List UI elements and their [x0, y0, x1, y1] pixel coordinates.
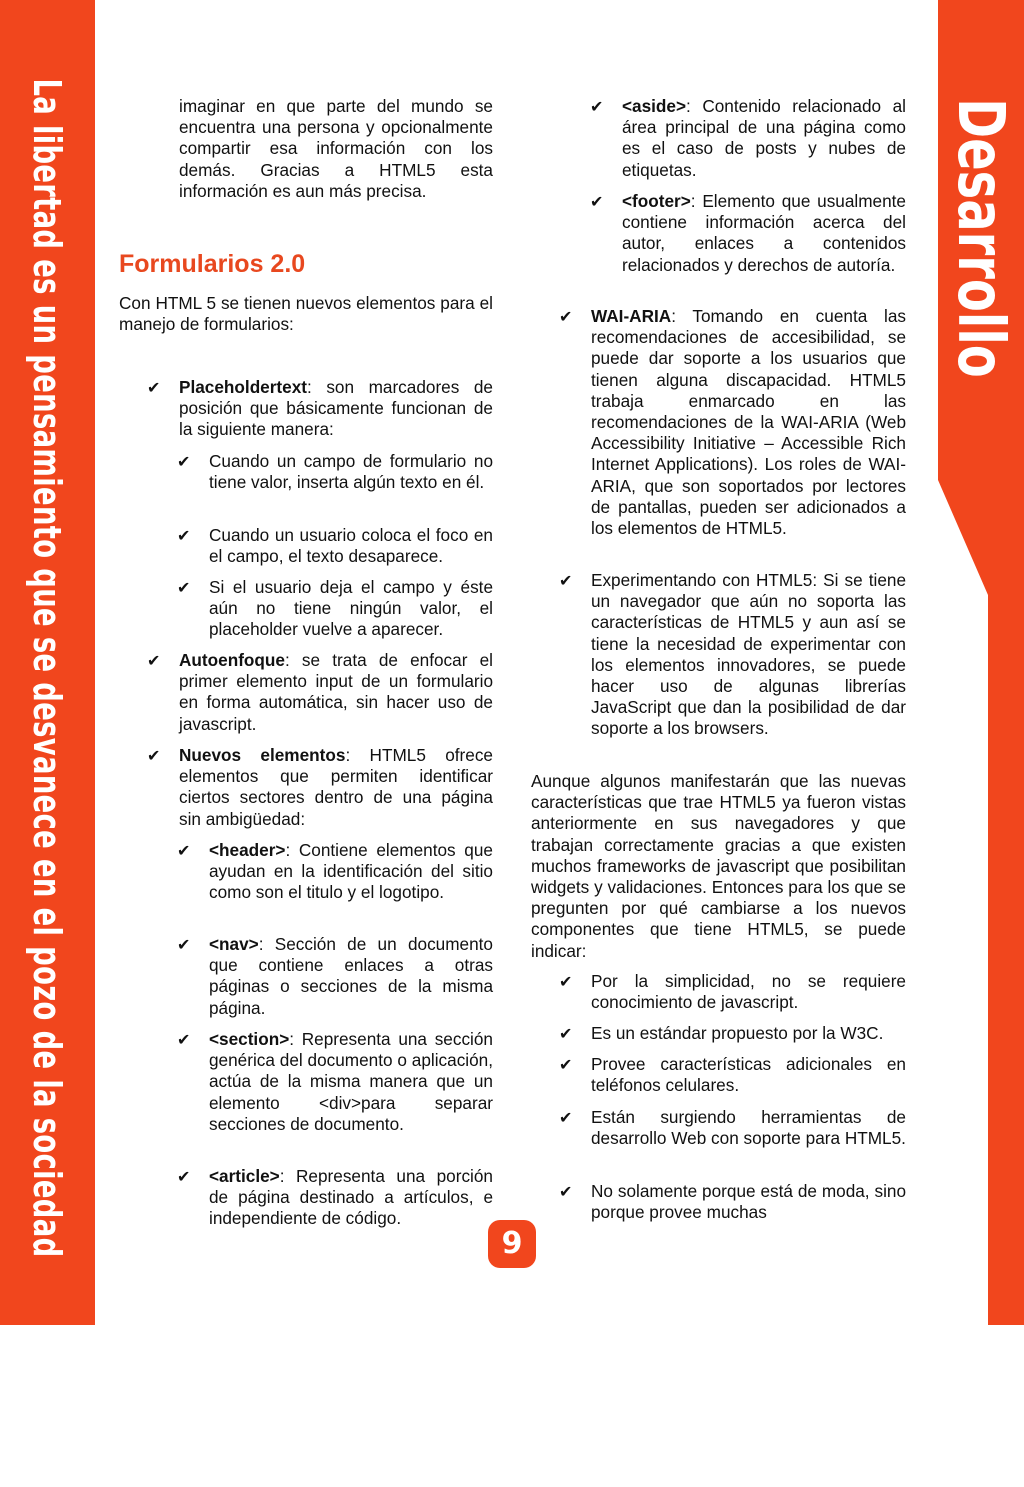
list-item: ✔ Autoenfoque: se trata de enfocar el primer elemento input de un formulario en forma automática, sin hacer uso de javascript. [147, 650, 493, 734]
check-icon: ✔ [147, 380, 161, 397]
lead-paragraph: Con HTML 5 se tienen nuevos elementos para el manejo de formularios: [119, 293, 493, 335]
list-item: ✔ Están surgiendo herramientas de desarrollo Web con soporte para HTML5. [559, 1107, 906, 1149]
check-icon: ✔ [177, 1032, 191, 1049]
list-item: ✔ Cuando un usuario coloca el foco en el campo, el texto desaparece. [177, 525, 493, 567]
section-title: Desarrollo [943, 98, 1017, 378]
check-icon: ✔ [177, 454, 191, 471]
page-number: 9 [488, 1220, 536, 1268]
check-icon: ✔ [559, 974, 573, 991]
list-item: ✔ WAI-ARIA: Tomando en cuenta las recomendaciones de accesibilidad, se puede dar soporte a los usuarios que tienen alguna discapacidad. HTML5 trabaja enmarcado en las recomendaciones de la WAI-ARIA (Web Accessibility Initiative – Accessible Rich Internet Applications). Los roles de WAI-ARIA, que son soportados por lectores de pantallas, pueden ser adicionados a los elementos de HTML5. [559, 306, 906, 539]
check-icon: ✔ [177, 528, 191, 545]
check-icon: ✔ [177, 937, 191, 954]
list-item: ✔ <header>: Contiene elementos que ayudan en la identificación del sitio como son el titulo y el logotipo. [177, 840, 493, 903]
check-icon: ✔ [177, 580, 191, 597]
list-item: ✔ <article>: Representa una porción de página destinado a artículos, e independiente de código. [177, 1166, 493, 1229]
check-icon: ✔ [559, 1026, 573, 1043]
check-icon: ✔ [177, 1169, 191, 1186]
check-icon: ✔ [559, 573, 573, 590]
list-item: ✔ Experimentando con HTML5: Si se tiene un navegador que aún no soporta las características de HTML5 y aun así se tiene la necesidad de experimentar con los elementos innovadores, se puede hacer uso de algunas librerías JavaScript que dan la posibilidad de dar soporte a los browsers. [559, 570, 906, 739]
check-icon: ✔ [559, 309, 573, 326]
check-icon: ✔ [147, 653, 161, 670]
check-icon: ✔ [590, 194, 604, 211]
list-item: ✔ <section>: Representa una sección genérica del documento o aplicación, actúa de la misma manera que un elemento <div>para separar secciones de documento. [177, 1029, 493, 1134]
list-item: ✔ Por la simplicidad, no se requiere conocimiento de javascript. [559, 971, 906, 1013]
list-item: ✔ Si el usuario deja el campo y éste aún no tiene ningún valor, el placeholder vuelve a aparecer. [177, 577, 493, 640]
check-icon: ✔ [559, 1110, 573, 1127]
list-item: ✔ Cuando un campo de formulario no tiene valor, inserta algún texto en él. [177, 451, 493, 493]
list-item: ✔ Nuevos elementos: HTML5 ofrece elementos que permiten identificar ciertos sectores dentro de una página sin ambigüedad: [147, 745, 493, 829]
body-paragraph: Aunque algunos manifestarán que las nuevas características que trae HTML5 ya fueron vistas anteriormente en sus navegadores y que trabajan correctamente gracias a que existen muchos frameworks de javascript que posibilitan widgets y validaciones. Entonces para los que se pregunten por qué cambiarse a los nuevos componentes que tiene HTML5, se puede indicar: [531, 771, 906, 961]
intro-paragraph: imaginar en que parte del mundo se encuentra una persona y opcionalmente compartir esa información con los demás. Gracias a HTML5 esta información es aun más precisa. [179, 96, 493, 201]
side-quote: La libertad es un pensamiento que se desvanece en el pozo de la sociedad [25, 78, 69, 1258]
check-icon: ✔ [590, 99, 604, 116]
check-icon: ✔ [177, 843, 191, 860]
section-heading: Formularios 2.0 [119, 250, 306, 278]
check-icon: ✔ [559, 1057, 573, 1074]
list-item: ✔ <nav>: Sección de un documento que contiene enlaces a otras páginas o secciones de la misma página. [177, 934, 493, 1018]
list-item: ✔ Es un estándar propuesto por la W3C. [591, 1023, 906, 1044]
list-item: ✔ Provee características adicionales en teléfonos celulares. [559, 1054, 906, 1096]
list-item: ✔ <aside>: Contenido relacionado al área principal de una página como es el caso de posts y nubes de etiquetas. [590, 96, 906, 180]
list-item: ✔ <footer>: Elemento que usualmente contiene información acerca del autor, enlaces a contenidos relacionados y derechos de autoría. [590, 191, 906, 275]
list-item: ✔ Placeholdertext: son marcadores de posición que básicamente funcionan de la siguiente manera: [147, 377, 493, 440]
list-item: ✔ No solamente porque está de moda, sino porque provee muchas [559, 1181, 906, 1223]
check-icon: ✔ [559, 1184, 573, 1201]
check-icon: ✔ [147, 748, 161, 765]
